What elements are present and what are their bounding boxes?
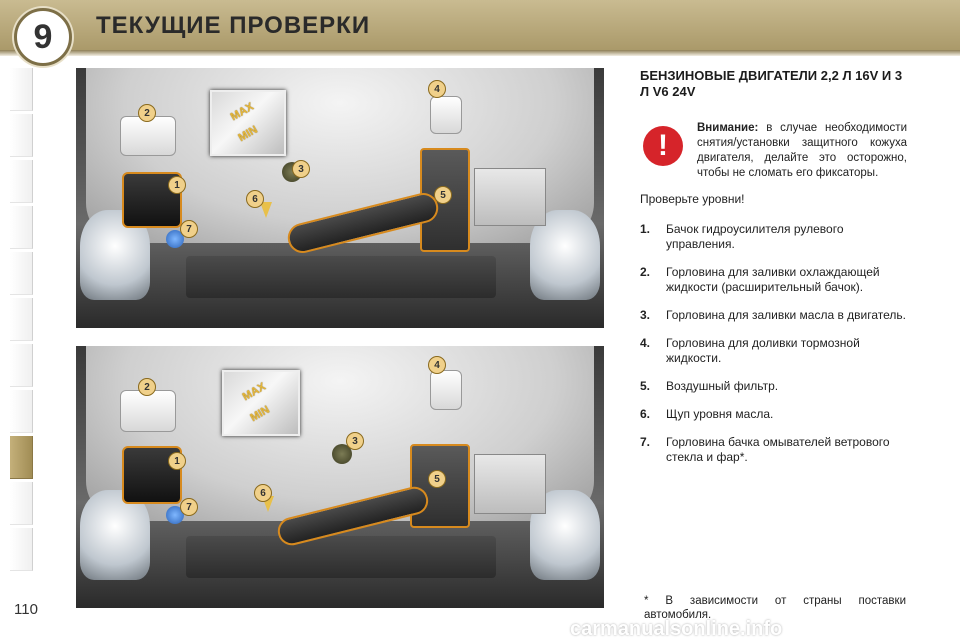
item-text: Горловина бачка омывателей ветрового стекла и фар*. <box>666 435 890 464</box>
warning-body: в случае необходимости снятия/установки защитного кожуха двигателя, делайте это осторожно, чтобы не сломать его фиксаторы. <box>697 122 907 179</box>
footnote: * В зависимости от страны поставки автомобиля. <box>644 595 906 621</box>
list-item <box>640 336 910 366</box>
max-label: MAX <box>228 100 256 124</box>
engine-photo-top <box>76 68 604 328</box>
item-number: 7. <box>640 435 651 449</box>
warning-lead: Внимание: <box>697 122 759 134</box>
warning-note <box>697 121 907 181</box>
item-text: Горловина для заливки охлаждающей жидкости (расширительный бачок). <box>666 265 880 294</box>
item-text: Бачок гидроусилителя рулевого управления. <box>666 222 844 251</box>
callout-5: 5 <box>434 186 452 204</box>
page-title: ТЕКУЩИЕ ПРОВЕРКИ <box>96 12 371 39</box>
list-item <box>640 435 910 465</box>
level-inset <box>210 90 286 156</box>
brake-fluid-reservoir <box>430 96 462 134</box>
chapter-tab-active[interactable] <box>10 436 33 479</box>
callout-2: 2 <box>138 378 156 396</box>
chapter-number-badge: 9 <box>14 8 72 66</box>
chapter-tab[interactable] <box>10 344 33 387</box>
coolant-reservoir <box>120 390 176 432</box>
callout-3: 3 <box>346 432 364 450</box>
fuse-box <box>474 454 546 514</box>
callout-7: 7 <box>180 220 198 238</box>
chapter-tab[interactable] <box>10 68 33 111</box>
callout-1: 1 <box>168 176 186 194</box>
callout-4: 4 <box>428 356 446 374</box>
min-label: MIN <box>248 403 272 425</box>
chapter-tab[interactable] <box>10 482 33 525</box>
callout-2: 2 <box>138 104 156 122</box>
engine-photo-bottom <box>76 346 604 608</box>
max-label: MAX <box>240 380 268 404</box>
item-number: 4. <box>640 336 651 350</box>
callout-5: 5 <box>428 470 446 488</box>
level-inset <box>222 370 300 436</box>
section-title: БЕНЗИНОВЫЕ ДВИГАТЕЛИ 2,2 Л 16V И 3 Л V6 24V <box>640 68 903 99</box>
chapter-tab[interactable] <box>10 528 33 571</box>
front-panel <box>186 256 496 298</box>
callout-7: 7 <box>180 498 198 516</box>
item-text: Щуп уровня масла. <box>666 407 774 421</box>
chapter-tab[interactable] <box>10 390 33 433</box>
chapter-tab[interactable] <box>10 298 33 341</box>
chapter-tabs <box>10 68 34 574</box>
item-number: 3. <box>640 308 651 322</box>
component-list <box>640 222 910 478</box>
chapter-tab[interactable] <box>10 160 33 203</box>
item-number: 5. <box>640 379 651 393</box>
warning-icon: ! <box>643 126 683 166</box>
list-item <box>640 222 910 252</box>
fuse-box <box>474 168 546 226</box>
callout-6: 6 <box>254 484 272 502</box>
list-item <box>640 265 910 295</box>
callout-1: 1 <box>168 452 186 470</box>
item-number: 6. <box>640 407 651 421</box>
page-number: 110 <box>14 601 38 618</box>
front-panel <box>186 536 496 578</box>
chapter-tab[interactable] <box>10 252 33 295</box>
list-item <box>640 379 910 394</box>
min-label: MIN <box>236 123 260 145</box>
list-item <box>640 308 910 323</box>
check-levels-text: Проверьте уровни! <box>640 192 745 206</box>
header-shadow <box>0 50 960 56</box>
item-number: 1. <box>640 222 651 236</box>
chapter-tab[interactable] <box>10 114 33 157</box>
item-text: Горловина для доливки тормозной жидкости. <box>666 336 860 365</box>
watermark: carmanualsonline.info <box>570 618 783 640</box>
item-text: Горловина для заливки масла в двигатель. <box>666 308 907 322</box>
coolant-reservoir <box>120 116 176 156</box>
callout-4: 4 <box>428 80 446 98</box>
list-item <box>640 407 910 422</box>
item-number: 2. <box>640 265 651 279</box>
chapter-tab[interactable] <box>10 206 33 249</box>
item-text: Воздушный фильтр. <box>666 379 779 393</box>
brake-fluid-reservoir <box>430 370 462 410</box>
callout-3: 3 <box>292 160 310 178</box>
callout-6: 6 <box>246 190 264 208</box>
